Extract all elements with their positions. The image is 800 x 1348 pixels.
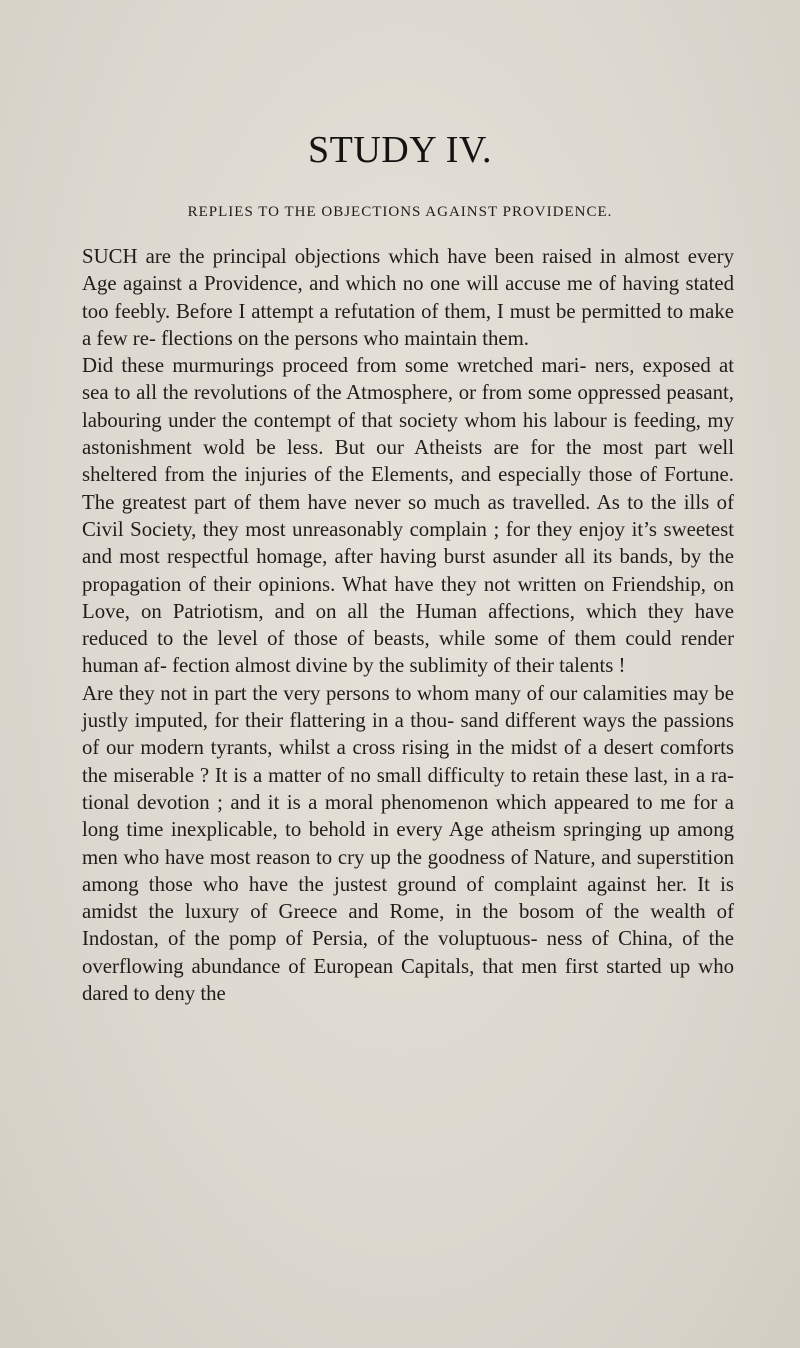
paragraph-1: SUCH are the principal objections which have been raised in almost every Age against a Providence, and which no one will accuse me of having stated too feebly. Before I attempt a refutation of them, I must be permitted to make a few re- flections on the persons who maintain them. xyxy=(82,245,734,350)
chapter-title: STUDY IV. xyxy=(308,129,492,171)
paragraph-3: Are they not in part the very persons to whom many of our calamities may be justly imputed, for their flattering in a thou- sand different ways the passions of our modern tyrants, whilst a cross rising in the midst of a desert comforts the miserable ? It is a matter of no small difficulty to retain these last, in a ra- tional devotion ; and it is a moral phenomenon which appeared to me for a long time inexplicable, to behold in every Age atheism springing up among men who have most reason to cry up the goodness of Nature, and superstition among those who have the justest ground of complaint against her. It is amidst the luxury of Greece and Rome, in the bosom of the wealth of Indostan, of the pomp of Persia, of the voluptuous- ness of China, of the overflowing abundance of European Capitals, that men first started up who dared to deny the xyxy=(82,681,734,1006)
body-text xyxy=(82,243,734,1007)
paragraph-2: Did these murmurings proceed from some wretched mari- ners, exposed at sea to all the revolutions of the Atmosphere, or from some oppressed peasant, labouring under the contempt of that society whom his labour is feeding, my astonishment wold be less. But our Atheists are for the most part well sheltered from the injuries of the Elements, and especially those of Fortune. The greatest part of them have never so much as travelled. As to the ills of Civil Society, they most unreasonably complain ; for they enjoy it’s sweetest and most respectful homage, after having burst asunder all its bands, by the propagation of their opinions. What have they not written on Friendship, on Love, on Patriotism, and on all the Human affections, which they have reduced to the level of those of beasts, while some of them could render human af- fection almost divine by the sublimity of their talents ! xyxy=(82,354,734,678)
chapter-subtitle: REPLIES TO THE OBJECTIONS AGAINST PROVIDENCE. xyxy=(187,204,613,220)
